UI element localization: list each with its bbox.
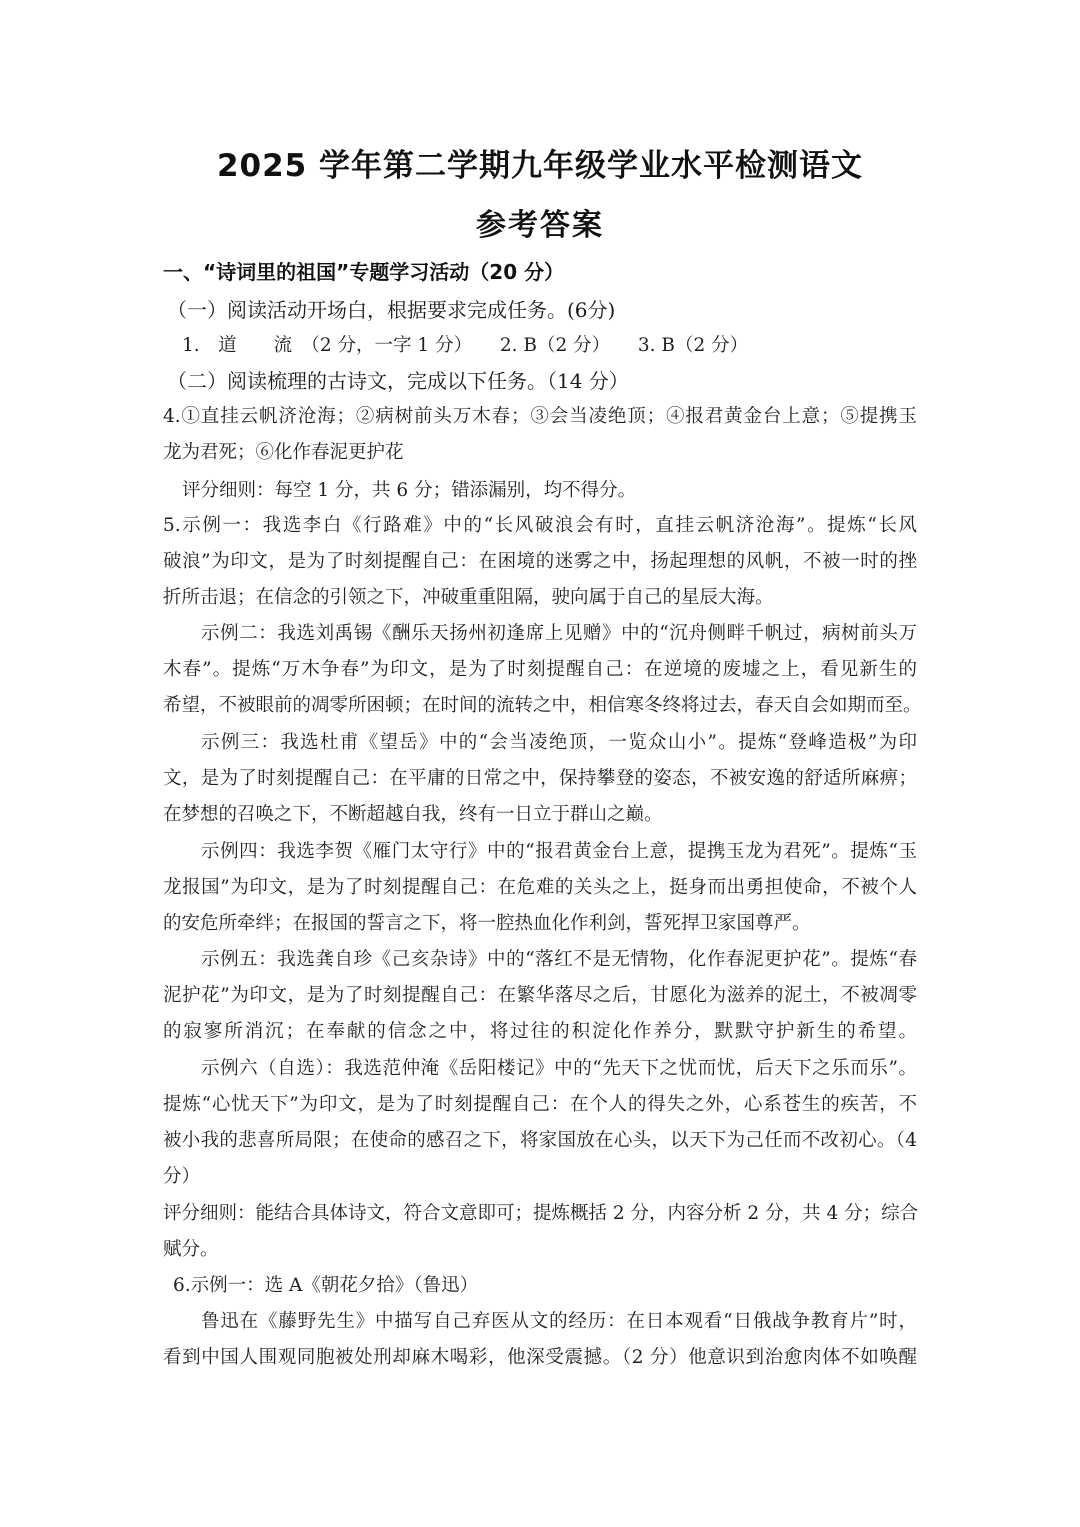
q4-answer-line: 龙为君死；⑥化作春泥更护花 [163,442,404,463]
q5-example-2-line: 示例二：我选刘禹锡《酬乐天扬州初逢席上见赠》中的“沉舟侧畔千帆过，病树前头万 [201,623,917,644]
section-1-heading: 一、“诗词里的祖国”专题学习活动（20 分） [163,260,565,284]
q5-example-2-line: 木春”。提炼“万木争春”为印文，是为了时刻提醒自己：在逆境的废墟之上，看见新生的 [163,659,917,680]
q5-example-1-line: 破浪”为印文，是为了时刻提醒自己：在困境的迷雾之中，扬起理想的风帆，不被一时的挫 [163,551,917,572]
q5-scoring-note: 赋分。 [163,1239,219,1260]
document-title: 2025 学年第二学期九年级学业水平检测语文 [216,148,864,184]
q5-example-1-line: 折所击退；在信念的引领之下，冲破重重阻隔，驶向属于自己的星辰大海。 [163,587,774,608]
document-subtitle: 参考答案 [476,208,604,243]
q5-example-2-line: 希望，不被眼前的凋零所困顿；在时间的流转之中，相信寒冬终将过去，春天自会如期而至。 [163,695,922,716]
q5-example-3-line: 文，是为了时刻提醒自己：在平庸的日常之中，保持攀登的姿态，不被安逸的舒适所麻痹； [163,768,917,789]
q5-example-3-line: 示例三：我选杜甫《望岳》中的“会当凌绝顶，一览众山小”。提炼“登峰造极”为印 [201,732,917,753]
q5-example-6-line: 提炼“心忧天下”为印文，是为了时刻提醒自己：在个人的得失之外，心系苍生的疾苦，不 [163,1094,917,1115]
q5-example-6-line: 分） [163,1166,201,1187]
part-1-heading: （一）阅读活动开场白，根据要求完成任务。(6分) [167,298,616,322]
q5-example-4-line: 龙报国”为印文，是为了时刻提醒自己：在危难的关头之上，挺身而出勇担使命，不被个人 [163,877,917,898]
q5-example-1-line: 5.示例一：我选李白《行路难》中的“长风破浪会有时，直挂云帆济沧海”。提炼“长风 [163,515,917,536]
q6-answer-line: 鲁迅在《藤野先生》中描写自己弃医从文的经历：在日本观看“日俄战争教育片”时， [201,1311,917,1332]
q4-scoring-note: 评分细则：每空 1 分，共 6 分；错添漏别，均不得分。 [182,480,637,501]
q5-example-6-line: 被小我的悲喜所局限；在使命的感召之下，将家国放在心头，以天下为己任而不改初心。（4 [163,1130,917,1151]
q5-scoring-note: 评分细则：能结合具体诗文，符合文意即可；提炼概括 2 分，内容分析 2 分，共 4 分；综合 [163,1203,919,1224]
q5-example-5-line: 的寂寥所消沉；在奉献的信念之中，将过往的积淀化作养分，默默守护新生的希望。 [163,1021,917,1042]
answers-1-to-3: 1. 道 流 （2 分，一字 1 分） 2. B（2 分） 3. B（2 分） [182,335,749,356]
q5-example-5-line: 泥护花”为印文，是为了时刻提醒自己：在繁华落尽之后，甘愿化为滋养的泥土，不被凋零 [163,985,917,1006]
q5-example-3-line: 在梦想的召唤之下，不断超越自我，终有一日立于群山之巅。 [163,804,663,825]
q6-answer-line: 看到中国人围观同胞被处刑却麻木喝彩，他深受震撼。（2 分）他意识到治愈肉体不如唤醒 [163,1347,917,1368]
q5-example-4-line: 的安危所牵绊；在报国的誓言之下，将一腔热血化作利剑，誓死捍卫家国尊严。 [163,913,811,934]
q5-example-4-line: 示例四：我选李贺《雁门太守行》中的“报君黄金台上意，提携玉龙为君死”。提炼“玉 [201,841,917,862]
q6-example-1-heading: 6.示例一：选 A《朝花夕拾》（鲁迅） [173,1275,479,1296]
q5-example-5-line: 示例五：我选龚自珍《己亥杂诗》中的“落红不是无情物，化作春泥更护花”。提炼“春 [201,949,917,970]
q4-answer-line: 4.①直挂云帆济沧海；②病树前头万木春；③会当凌绝顶；④报君黄金台上意；⑤提携玉 [163,406,917,427]
part-2-heading: （二）阅读梳理的古诗文，完成以下任务。（14 分） [167,369,629,393]
q5-example-6-line: 示例六（自选）：我选范仲淹《岳阳楼记》中的“先天下之忧而忧，后天下之乐而乐”。 [201,1058,917,1079]
